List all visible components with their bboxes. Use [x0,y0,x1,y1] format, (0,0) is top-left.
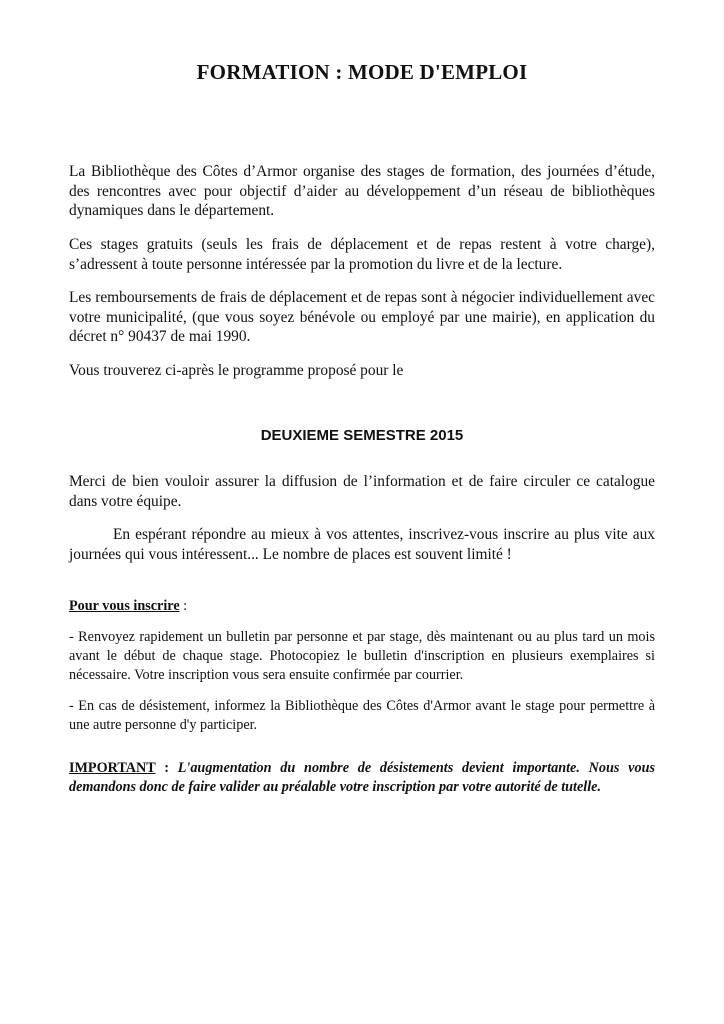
inscription-item-1: - Renvoyez rapidement un bulletin par personne et par stage, dès maintenant ou au plus tard un mois avant le début de chaque stage. Photocopiez le bulletin d'inscription en plusieurs exemplaires si nécessaire. Votre inscription vous sera ensuite confirmée par courrier. [69,629,655,683]
page-title: FORMATION : MODE D'EMPLOI [196,60,528,84]
diffusion-paragraph-1: Merci de bien vouloir assurer la diffusion de l’information et de faire circuler ce catalogue dans votre équipe. [69,473,655,510]
important-text: L'augmentation du nombre de désistements devient importante. Nous vous demandons donc de faire valider au préalable votre inscription par votre autorité de tutelle. [69,760,655,795]
intro-paragraph-1: La Bibliothèque des Côtes d’Armor organise des stages de formation, des journées d’étude, des rencontres avec pour objectif d’aider au développement d’un réseau de bibliothèques dynamiques dans le département. [69,163,655,219]
intro-paragraph-2: Ces stages gratuits (seuls les frais de déplacement et de repas restent à votre charge), s’adressent à toute personne intéressée par la promotion du livre et de la lecture. [69,236,655,273]
inscription-heading: Pour vous inscrire [69,598,180,614]
important-label: IMPORTANT [69,760,156,776]
semester-heading: DEUXIEME SEMESTRE 2015 [260,427,464,444]
important-notice [69,759,655,797]
inscription-heading-suffix: : [179,598,188,614]
important-label-suffix: : [155,760,178,776]
inscription-heading-line [69,597,655,616]
intro-paragraph-3: Les remboursements de frais de déplacement et de repas sont à négocier individuellement avec votre municipalité, (que vous soyez bénévole ou employé par une mairie), en application du décret n° 90437 de mai 1990. [69,289,655,345]
diffusion-paragraph-2: En espérant répondre au mieux à vos attentes, inscrivez-vous inscrire au plus vite aux journées qui vous intéressent... Le nombre de places est souvent limité ! [69,526,655,563]
intro-paragraph-4: Vous trouverez ci-après le programme proposé pour le [69,362,404,379]
inscription-item-2: - En cas de désistement, informez la Bibliothèque des Côtes d'Armor avant le stage pour permettre à une autre personne d'y participer. [69,698,655,733]
